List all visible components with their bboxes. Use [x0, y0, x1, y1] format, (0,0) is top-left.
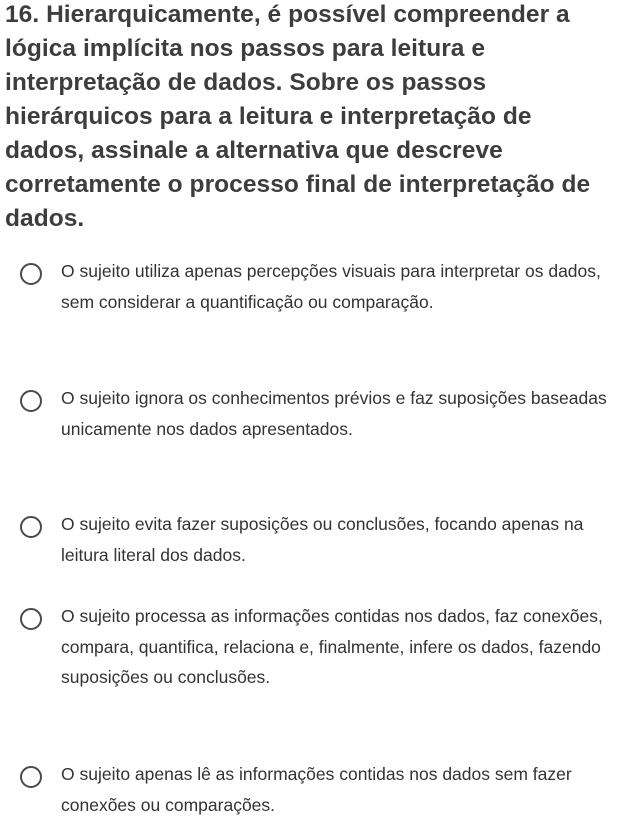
radio-button-4[interactable] — [20, 608, 42, 630]
radio-button-3[interactable] — [20, 516, 42, 538]
answer-option-2-label: O sujeito ignora os conhecimentos prévios e faz suposições baseadas unicamente nos dados apresentados. — [61, 388, 607, 439]
answer-option-3-label: O sujeito evita fazer suposições ou conclusões, focando apenas na leitura literal dos dados. — [61, 514, 584, 565]
answer-option-5-label: O sujeito apenas lê as informações contidas nos dados sem fazer conexões ou comparações. — [61, 764, 572, 815]
question-text: 16. Hierarquicamente, é possível compreender a lógica implícita nos passos para leitura e interpretação de dados. Sobre os passos hierárquicos para a leitura e interpretação de dados, assinale a alternativa que descreve corretamente o processo final de interpretação de dados. — [5, 1, 591, 232]
radio-button-1[interactable] — [20, 263, 42, 285]
radio-button-5[interactable] — [20, 766, 42, 788]
radio-button-2[interactable] — [20, 390, 42, 412]
answer-option-1-label: O sujeito utiliza apenas percepções visuais para interpretar os dados, sem considerar a quantificação ou comparação. — [61, 261, 601, 312]
answer-option-4-label: O sujeito processa as informações contidas nos dados, faz conexões, compara, quantifica, relaciona e, finalmente, infere os dados, fazendo suposições ou conclusões. — [61, 606, 603, 687]
